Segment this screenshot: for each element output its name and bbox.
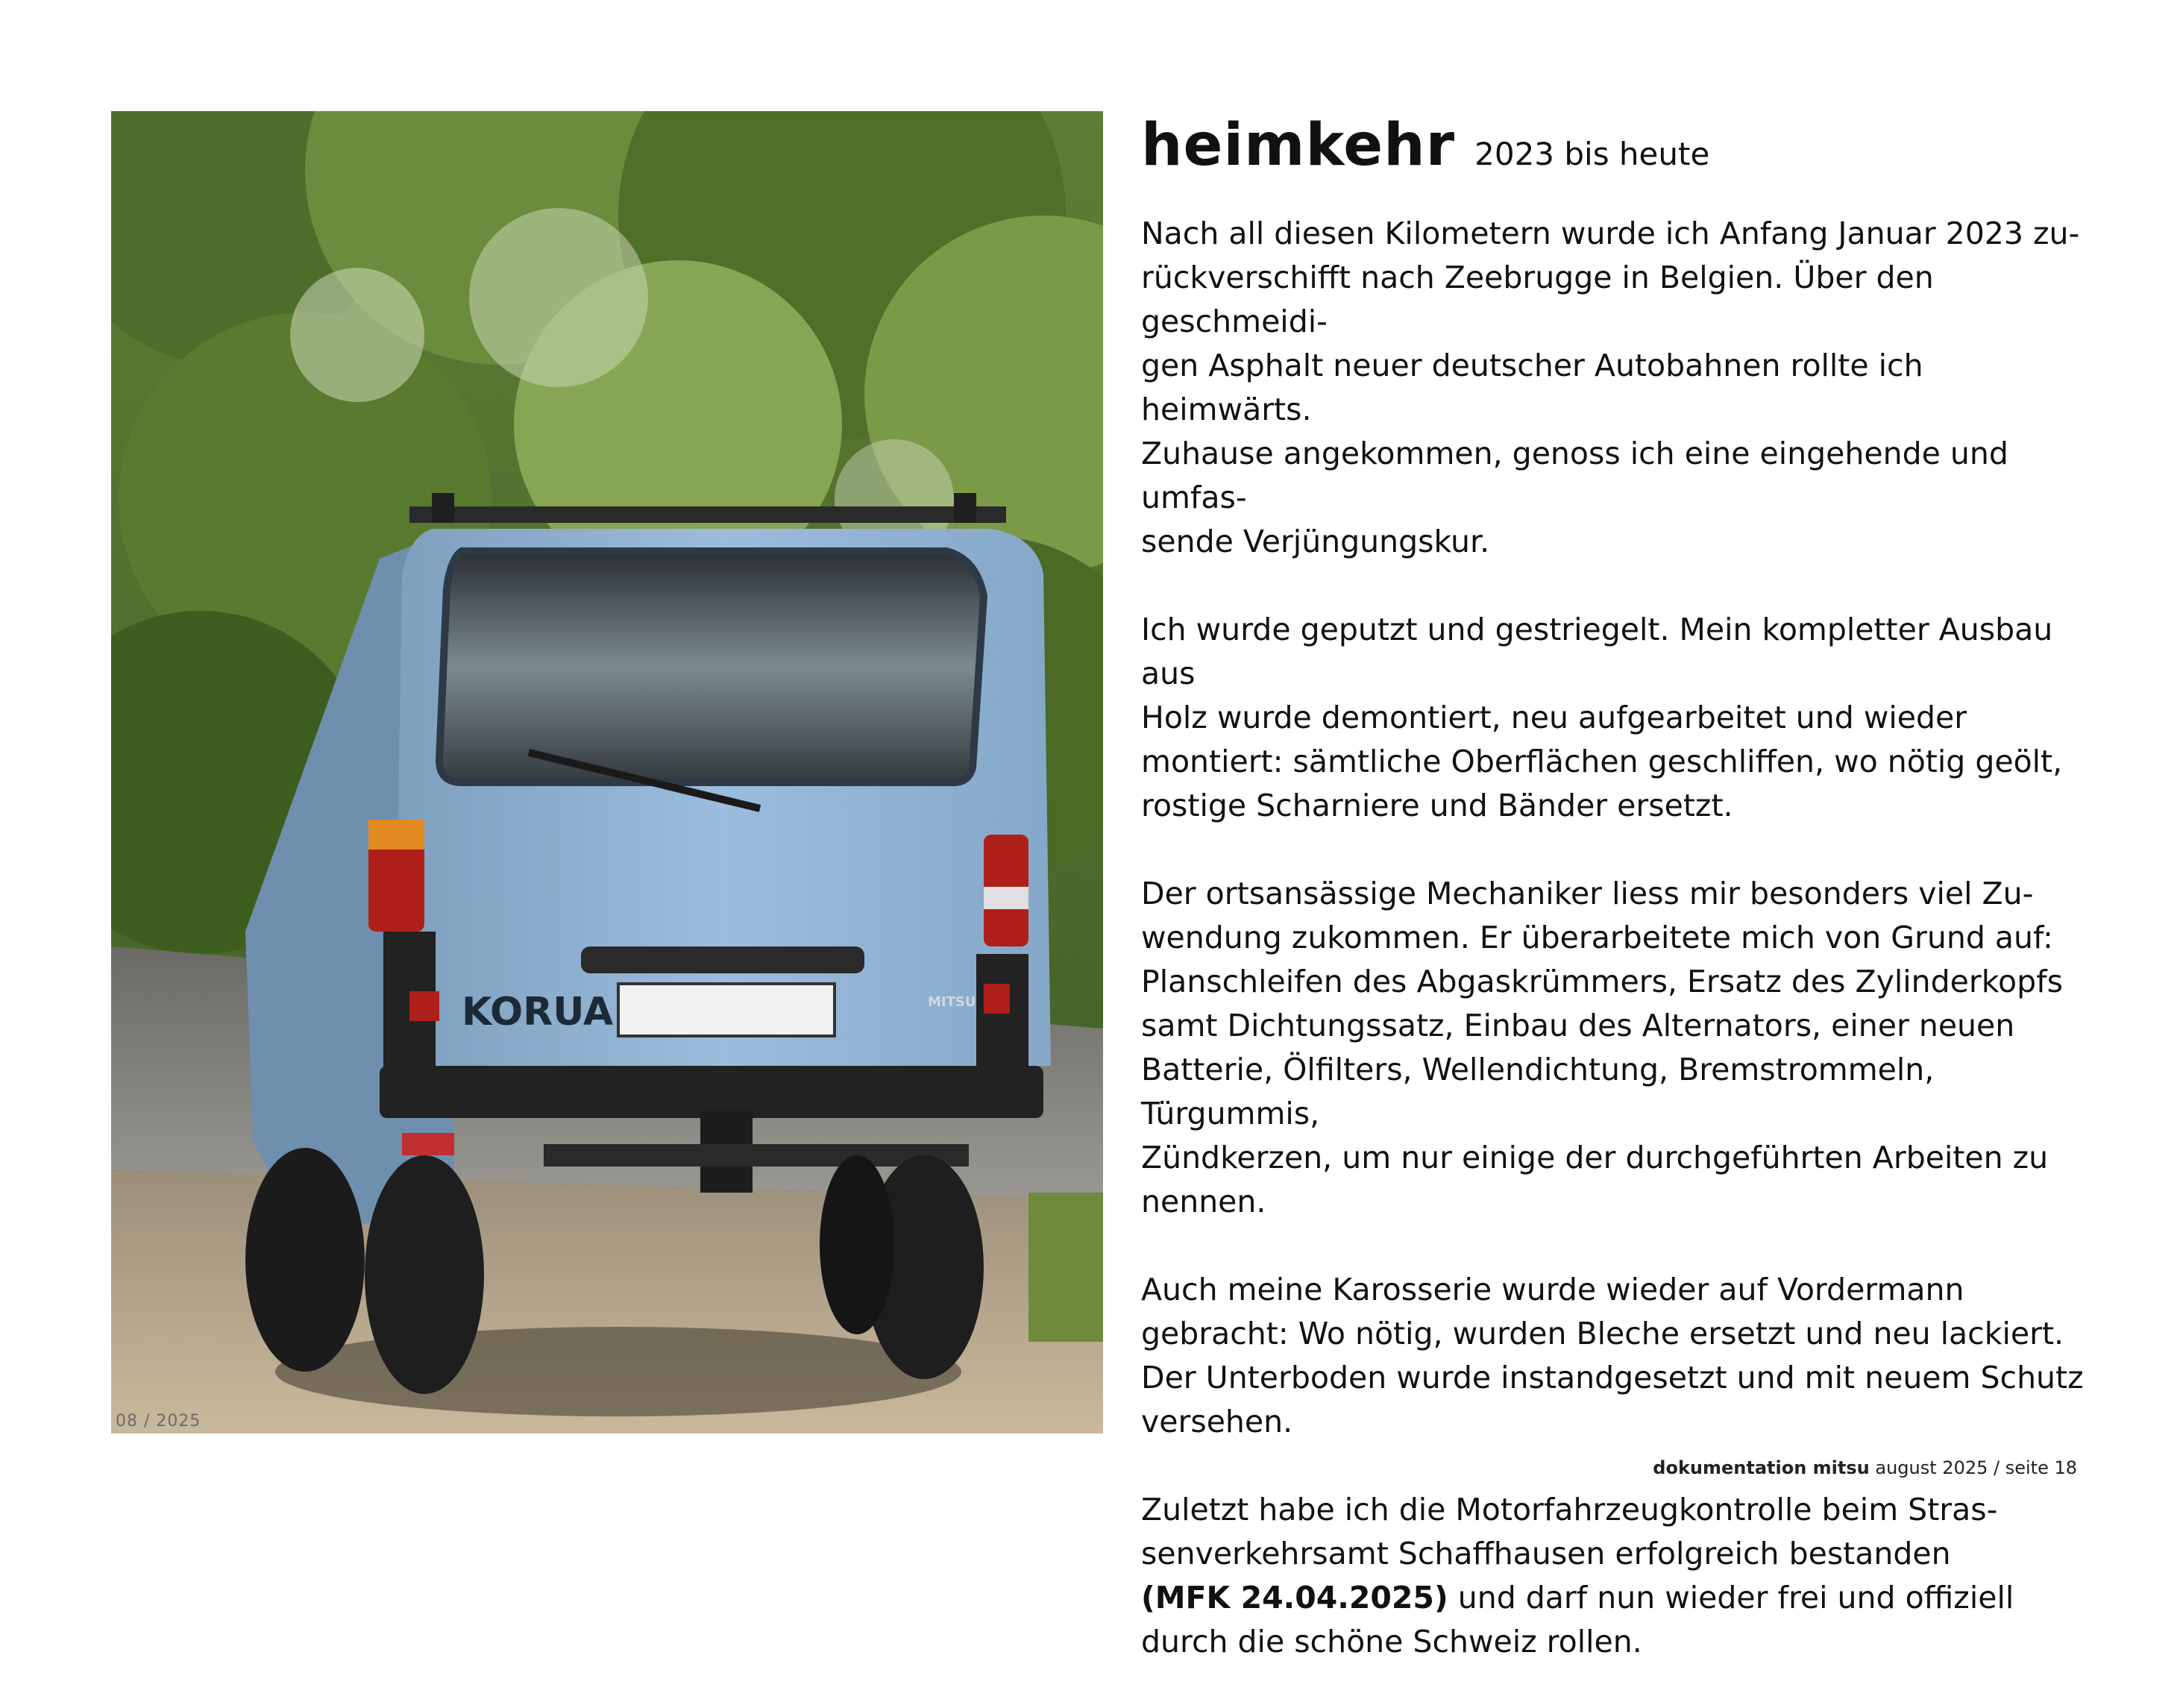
page-subtitle: 2023 bis heute	[1474, 136, 1710, 172]
paragraph-5-before: Zuletzt habe ich die Motorfahrzeugkontrolle beim Stras- senverkehrsamt Schaffhausen erfolgreich bestanden	[1141, 1492, 1998, 1572]
van-photo	[111, 111, 1103, 1434]
footer-doc-name: dokumentation mitsu	[1653, 1457, 1870, 1478]
page-footer	[1653, 1457, 2077, 1478]
paragraph-5	[1141, 1488, 2103, 1664]
paragraph-5-after: und darf nun wieder frei und offiziell durch die schöne Schweiz rollen.	[1141, 1580, 2014, 1660]
heading	[1141, 112, 2103, 179]
photo-caption: 08 / 2025	[116, 1412, 201, 1431]
van-name-decal: KORUA	[462, 990, 614, 1034]
paragraph-3: Der ortsansässige Mechaniker liess mir besonders viel Zu- wendung zukommen. Er überarbeitete mich von Grund auf: Planschleifen des Abgaskrümmers, Ersatz des Zylinderkopfs samt Dichtungssatz, Einbau des Alternators, einer neuen Batterie, Ölfilters, Wellendichtung, Bremstrommeln, Türgummis, Zündkerzen, um nur einige der durchgeführten Arbeiten zu nennen.	[1141, 876, 2063, 1219]
paragraph-4: Auch meine Karosserie wurde wieder auf Vordermann gebracht: Wo nötig, wurden Bleche ersetzt und neu lackiert. Der Unterboden wurde instandgesetzt und mit neuem Schutz versehen.	[1141, 1272, 2084, 1439]
paragraph-2: Ich wurde geputzt und gestriegelt. Mein kompletter Ausbau aus Holz wurde demontiert, neu aufgearbeitet und wieder montiert: sämtliche Oberflächen geschliffen, wo nötig geölt, rostige Scharniere und Bänder ersetzt.	[1141, 612, 2063, 823]
van-brand-badge: MITSU	[928, 994, 976, 1010]
page-title: heimkehr	[1141, 112, 1456, 179]
paragraph-1: Nach all diesen Kilometern wurde ich Anfang Januar 2023 zu- rückverschifft nach Zeebrugge in Belgien. Über den geschmeidi- gen Asphalt neuer deutscher Autobahnen rollte ich heimwärts. Zuhause angekommen, genoss ich eine eingehende und umfas- sende Verjüngungskur.	[1141, 216, 2080, 559]
mfk-date: (MFK 24.04.2025)	[1141, 1580, 1448, 1616]
footer-date-page: august 2025 / seite 18	[1875, 1457, 2077, 1478]
van-illustration	[111, 111, 1103, 1434]
